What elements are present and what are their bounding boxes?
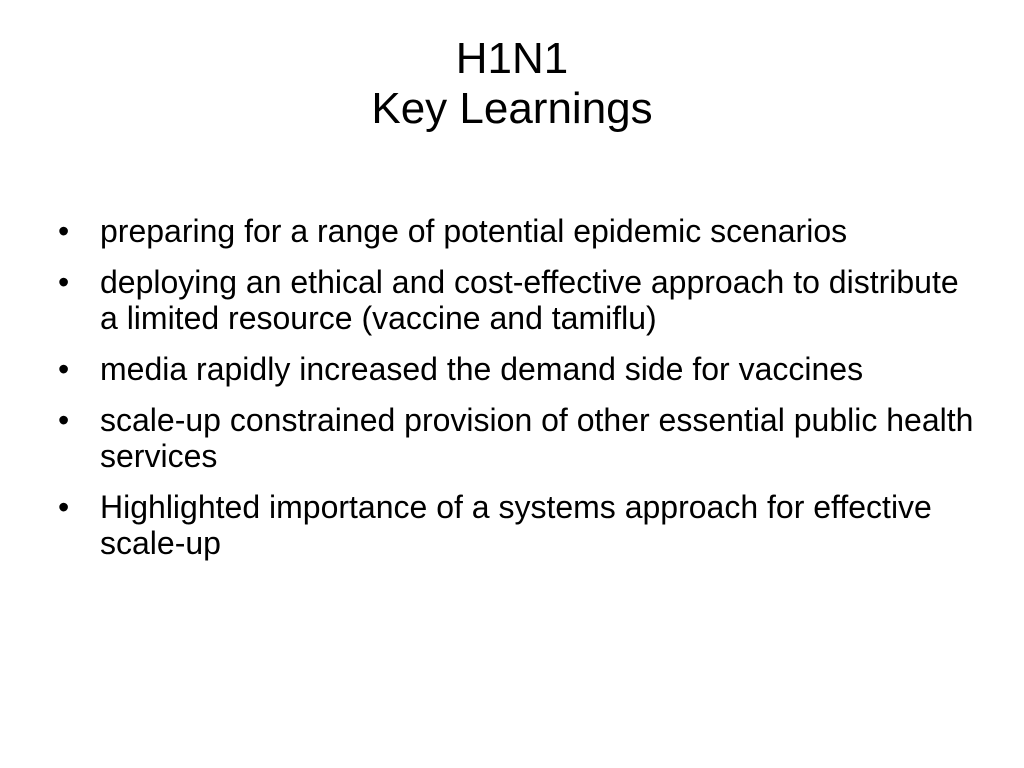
bullet-text: Highlighted importance of a systems approach for effective scale-up [100,489,932,561]
bullet-icon: • [58,351,70,387]
bullet-item [58,402,978,474]
bullet-icon: • [58,213,70,249]
bullet-icon: • [58,402,70,438]
bullet-item [58,489,978,561]
bullet-icon: • [58,264,70,300]
title-line-1: H1N1 [455,34,569,83]
bullet-text: scale-up constrained provision of other essential public health services [100,402,974,474]
bullet-item [58,213,978,249]
bullet-icon: • [58,489,70,525]
bullet-item [58,264,978,336]
slide-title [0,34,1024,134]
bullet-item [58,351,978,387]
bullet-text: deploying an ethical and cost-effective approach to distribute a limited resource (vaccine and tamiflu) [100,264,959,336]
title-line-2: Key Learnings [371,84,653,133]
bullet-text: preparing for a range of potential epidemic scenarios [100,213,848,249]
bullet-list [58,213,978,576]
bullet-text: media rapidly increased the demand side for vaccines [100,351,864,387]
